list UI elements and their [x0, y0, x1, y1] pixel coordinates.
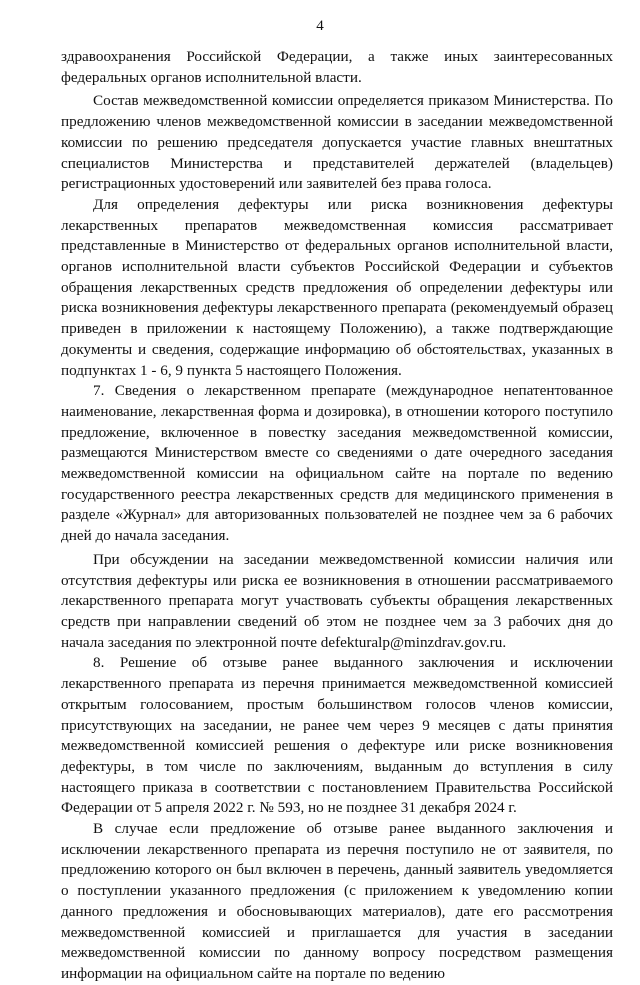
- paragraph-item-8: 8. Решение об отзыве ранее выданного заключения и исключении лекарственного препарата из перечня принимается межведомственной комиссией открытым голосованием, простым большинством голосов членов комиссии, присутствующих на заседании, не ранее чем через 9 месяцев с даты принятия межведомственной комиссией решения о дефектуре или риске возникновения дефектуры, в том числе по заключениям, выданным до вступления в силу настоящего приказа в соответствии с постановлением Правительства Российской Федерации от 5 апреля 2022 г. № 593, но не позднее 31 декабря 2024 г.: [61, 654, 613, 817]
- paragraph-item-7: 7. Сведения о лекарственном препарате (международное непатентованное наименование, лекарственная форма и дозировка), в отношении которого поступило предложение, включенное в повестку заседания межведомственной комиссии, размещаются Министерством вместе со сведениями о дате очередного заседания межведомственной комиссии на официальном сайте на портале по ведению государственного реестра лекарственных средств для медицинского применения в разделе «Журнал» для авторизованных пользователей не позднее чем за 6 рабочих дней до начала заседания.: [61, 382, 613, 545]
- paragraph-continuation: здравоохранения Российской Федерации, а также иных заинтересованных федеральных органов исполнительной власти.: [61, 48, 613, 86]
- paragraph-discussion: При обсуждении на заседании межведомственной комиссии наличия или отсутствия дефектуры или риска ее возникновения в отношении рассматриваемого лекарственного препарата могут участвовать субъекты обращения лекарственных средств при направлении сведений об этом не позднее чем за 3 рабочих дня до начала заседания по электронной почте defekturalp@minzdrav.gov.ru.: [61, 550, 613, 651]
- paragraph-withdrawal-notice: В случае если предложение об отзыве ранее выданного заключения и исключении лекарственного препарата из перечня поступило не от заявителя, по предложению которого он был включен в перечень, данный заявитель уведомляется о поступлении указанного предложения (с приложением к уведомлению копии данного предложения и обосновывающих материалов), дате его рассмотрения межведомственной комиссией и приглашается для участия в заседании межведомственной комиссии по данному вопросу посредством размещения информации на официальном сайте на портале по ведению: [61, 820, 613, 982]
- page-number: 4: [316, 18, 324, 34]
- document-body: [61, 47, 613, 985]
- paragraph-defect-determination: Для определения дефектуры или риска возникновения дефектуры лекарственных препаратов межведомственная комиссия рассматривает представленные в Министерство от федеральных органов исполнительной власти, органов исполнительной власти субъектов Российской Федерации и субъектов обращения лекарственных средств предложения об определении дефектуры или риска возникновения дефектуры лекарственного препарата (рекомендуемый образец приведен в приложении к настоящему Положению), а также подтверждающие документы и сведения, содержащие информацию об обстоятельствах, указанных в подпунктах 1 - 6, 9 пункта 5 настоящего Положения.: [61, 195, 613, 379]
- paragraph-commission-composition: Состав межведомственной комиссии определяется приказом Министерства. По предложению членов межведомственной комиссии в заседании межведомственной комиссии по решению председателя допускается участие главных внештатных специалистов Министерства и представителей держателей (владельцев) регистрационных удостоверений или заявителей без права голоса.: [61, 92, 613, 193]
